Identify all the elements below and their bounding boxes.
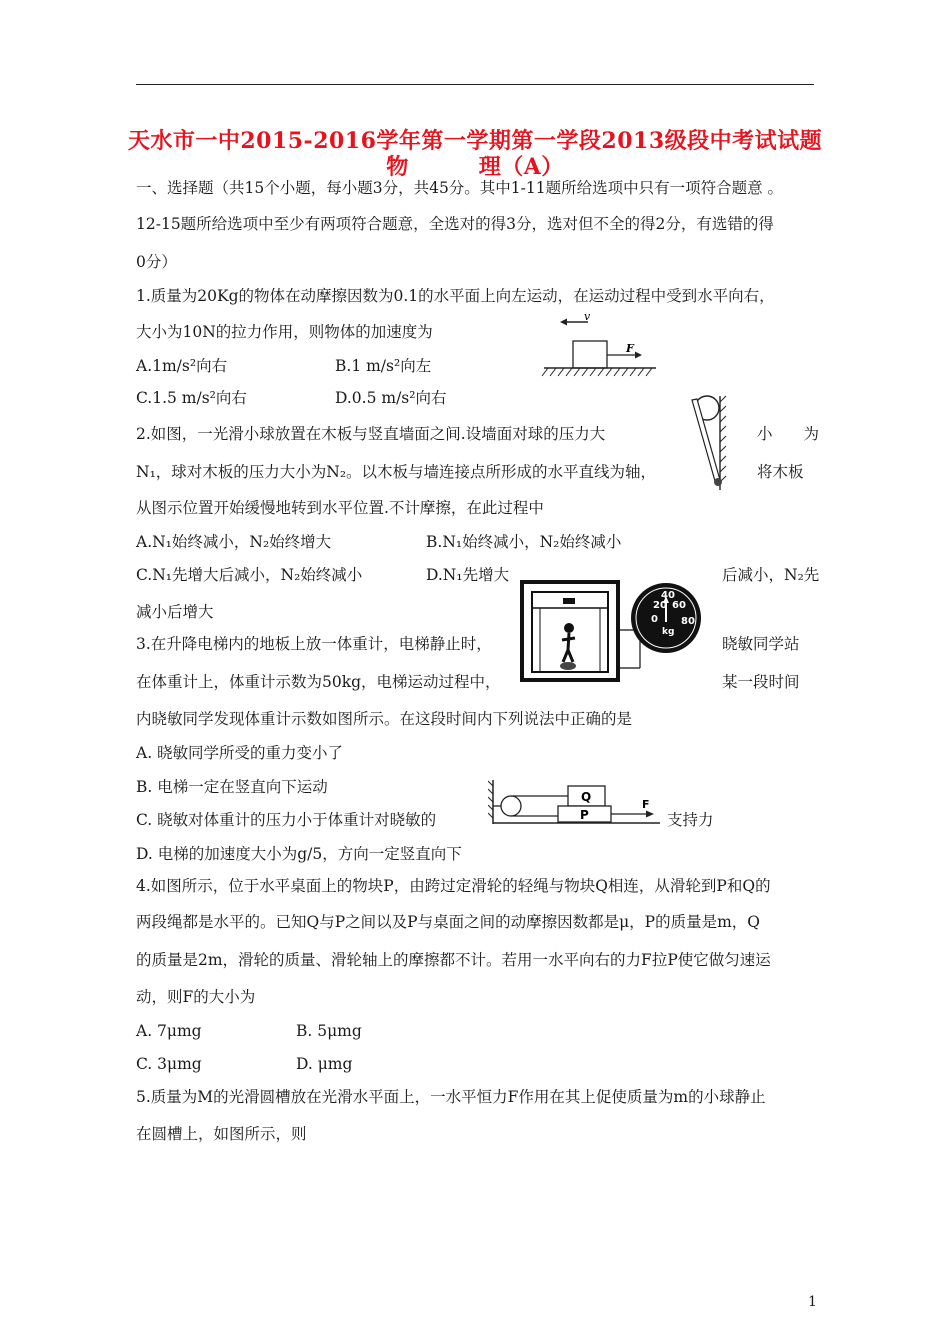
- q2-stem-line-1-tail: 小 为: [757, 425, 820, 443]
- dial-unit: kg: [662, 627, 675, 637]
- dial-mark-20: 20: [653, 600, 667, 611]
- q3-stem-line-1-tail: 晓敏同学站: [722, 635, 800, 653]
- q2-stem-line-2: N₁，球对木板的压力大小为N₂。以木板与墙连接点所形成的水平直线为轴，: [136, 463, 657, 481]
- q1-option-d: D.0.5 m/s²向右: [335, 389, 447, 407]
- block-q-label: Q: [581, 790, 592, 804]
- instructions-line-2: 12-15题所给选项中至少有两项符合题意，全选对的得3分，选对但不全的得2分，有选错的得: [136, 215, 774, 233]
- q2-ball-board-figure: [680, 392, 740, 496]
- instructions-line-3: 0分）: [136, 253, 177, 271]
- q1-stem-line-1: 1.质量为20Kg的物体在动摩擦因数为0.1的水平面上向左运动，在运动过程中受到水平向右，: [136, 287, 775, 305]
- q1-force-label: F: [626, 342, 634, 355]
- header-rule: [136, 84, 814, 85]
- subject-part-1: 物: [386, 154, 409, 180]
- q1-velocity-label: v: [584, 312, 591, 323]
- q5-stem-line-1: 5.质量为M的光滑圆槽放在光滑水平面上，一水平恒力F作用在其上促使质量为m的小球静止: [136, 1088, 766, 1106]
- q4-force-label: F: [642, 798, 650, 811]
- exam-subject: [0, 150, 950, 181]
- q2-option-c: C.N₁先增大后减小，N₂始终减小: [136, 566, 363, 584]
- q4-pulley-figure: [488, 776, 666, 828]
- q3-stem-line-2: 在体重计上，体重计示数为50kg，电梯运动过程中，: [136, 673, 501, 691]
- dial-mark-80: 80: [681, 616, 695, 627]
- q2-stem-line-2-tail: 将木板: [757, 463, 804, 481]
- q2-option-d: D.N₁先增大: [426, 566, 510, 584]
- dial-mark-60: 60: [672, 600, 686, 611]
- q3-stem-line-2-tail: 某一段时间: [722, 673, 800, 691]
- dial-mark-40: 40: [661, 590, 675, 601]
- q4-stem-line-4: 动，则F的大小为: [136, 988, 256, 1006]
- q4-option-d: D. μmg: [296, 1055, 353, 1073]
- q5-stem-line-2: 在圆槽上，如图所示，则: [136, 1125, 307, 1143]
- q3-option-d: D. 电梯的加速度大小为g/5，方向一定竖直向下: [136, 845, 462, 863]
- q4-stem-line-3: 的质量是2m，滑轮的质量、滑轮轴上的摩擦都不计。若用一水平向右的力F拉P使它做匀速运: [136, 951, 771, 969]
- q3-option-a: A. 晓敏同学所受的重力变小了: [136, 744, 344, 762]
- q1-block-figure: [540, 312, 660, 380]
- q1-option-b: B.1 m/s²向左: [335, 357, 432, 375]
- q3-option-b: B. 电梯一定在竖直向下运动: [136, 778, 328, 796]
- q3-stem-line-1: 3.在升降电梯内的地板上放一体重计，电梯静止时，: [136, 635, 492, 653]
- q4-stem-line-1: 4.如图所示，位于水平桌面上的物块P，由跨过定滑轮的轻绳与物块Q相连，从滑轮到P和Q的: [136, 877, 771, 895]
- q4-stem-line-2: 两段绳都是水平的。已知Q与P之间以及P与桌面之间的动摩擦因数都是μ，P的质量是m，Q: [136, 913, 760, 931]
- q2-option-a: A.N₁始终减小，N₂始终增大: [136, 533, 332, 551]
- q3-option-c: C. 晓敏对体重计的压力小于体重计对晓敏的: [136, 811, 437, 829]
- exam-title: 天水市一中2015-2016学年第一学期第一学段2013级段中考试试题: [127, 128, 823, 154]
- q1-stem-line-2: 大小为10N的拉力作用，则物体的加速度为: [136, 323, 433, 341]
- q2-option-d-tail: 后减小，N₂先: [722, 566, 820, 584]
- q2-option-d-continued: 减小后增大: [136, 603, 214, 621]
- subject-part-2: 理（A）: [478, 154, 564, 180]
- q3-elevator-figure: [518, 580, 704, 684]
- q1-option-a: A.1m/s²向右: [136, 357, 228, 375]
- q2-option-b: B.N₁始终减小，N₂始终减小: [426, 533, 622, 551]
- q3-option-c-tail: 支持力: [667, 811, 714, 829]
- instructions-line-1: 一、选择题（共15个小题，每小题3分，共45分。其中1-11题所给选项中只有一项符合题意 。: [136, 179, 784, 197]
- q2-stem-line-1: 2.如图，一光滑小球放置在木板与竖直墙面之间.设墙面对球的压力大: [136, 425, 606, 443]
- q3-stem-line-3: 内晓敏同学发现体重计示数如图所示。在这段时间内下列说法中正确的是: [136, 710, 633, 728]
- q4-option-a: A. 7μmg: [136, 1022, 202, 1040]
- q1-option-c: C.1.5 m/s²向右: [136, 389, 247, 407]
- q4-option-b: B. 5μmg: [296, 1022, 362, 1040]
- dial-mark-0: 0: [651, 614, 658, 625]
- q4-option-c: C. 3μmg: [136, 1055, 202, 1073]
- page-number: 1: [808, 1294, 817, 1310]
- q2-stem-line-3: 从图示位置开始缓慢地转到水平位置.不计摩擦，在此过程中: [136, 499, 544, 517]
- block-p-label: P: [580, 808, 589, 822]
